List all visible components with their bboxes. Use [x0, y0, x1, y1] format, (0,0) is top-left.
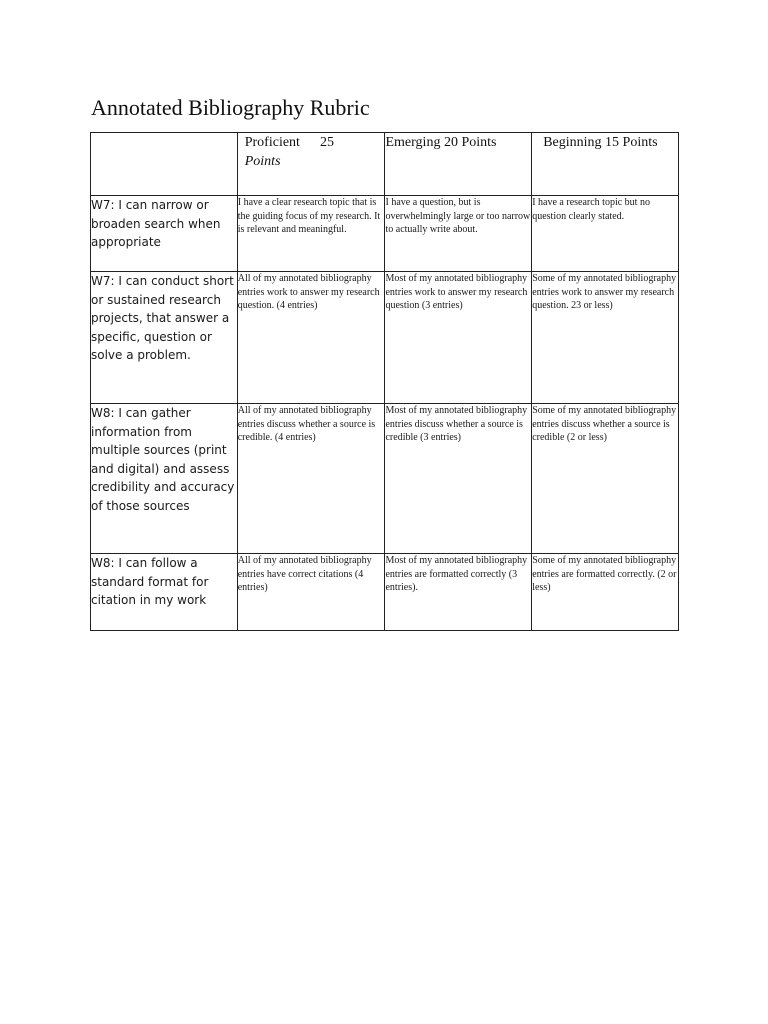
emerging-cell: I have a question, but is overwhelmingly large or too narrow to actually write about.	[385, 196, 532, 272]
header-row	[91, 133, 679, 196]
table-row	[91, 404, 679, 554]
standard-cell: W8: I can gather information from multiple sources (print and digital) and assess credibility and accuracy of those sources	[91, 404, 238, 554]
proficient-cell: All of my annotated bibliography entries work to answer my research question. (4 entries)	[237, 272, 385, 404]
beginning-cell: Some of my annotated bibliography entries work to answer my research question. 23 or less)	[532, 272, 679, 404]
proficient-cell: All of my annotated bibliography entries discuss whether a source is credible. (4 entries)	[237, 404, 385, 554]
proficient-cell: All of my annotated bibliography entries have correct citations (4 entries)	[237, 554, 385, 631]
header-proficient-points: 25	[319, 135, 334, 150]
beginning-cell: Some of my annotated bibliography entries are formatted correctly. (2 or less)	[532, 554, 679, 631]
table-row	[91, 196, 679, 272]
header-emerging: Emerging 20 Points	[385, 133, 532, 196]
rubric-table	[90, 132, 679, 631]
standard-cell: W7: I can narrow or broaden search when appropriate	[91, 196, 238, 272]
emerging-cell: Most of my annotated bibliography entries work to answer my research question (3 entries)	[385, 272, 532, 404]
header-standard	[91, 133, 238, 196]
standard-cell: W7: I can conduct short or sustained research projects, that answer a specific, question or solve a problem.	[91, 272, 238, 404]
emerging-cell: Most of my annotated bibliography entries are formatted correctly (3 entries).	[385, 554, 532, 631]
beginning-cell: I have a research topic but no question clearly stated.	[532, 196, 679, 272]
header-proficient-unit: Points	[244, 154, 281, 169]
header-proficient	[237, 133, 385, 196]
proficient-cell: I have a clear research topic that is the guiding focus of my research. It is relevant and meaningful.	[237, 196, 385, 272]
standard-cell: W8: I can follow a standard format for citation in my work	[91, 554, 238, 631]
table-row	[91, 272, 679, 404]
table-row	[91, 554, 679, 631]
page-title: Annotated Bibliography Rubric	[91, 95, 370, 120]
header-beginning: Beginning 15 Points	[532, 133, 679, 196]
header-proficient-label: Proficient	[244, 135, 300, 150]
emerging-cell: Most of my annotated bibliography entries discuss whether a source is credible (3 entries)	[385, 404, 532, 554]
beginning-cell: Some of my annotated bibliography entries discuss whether a source is credible (2 or less)	[532, 404, 679, 554]
